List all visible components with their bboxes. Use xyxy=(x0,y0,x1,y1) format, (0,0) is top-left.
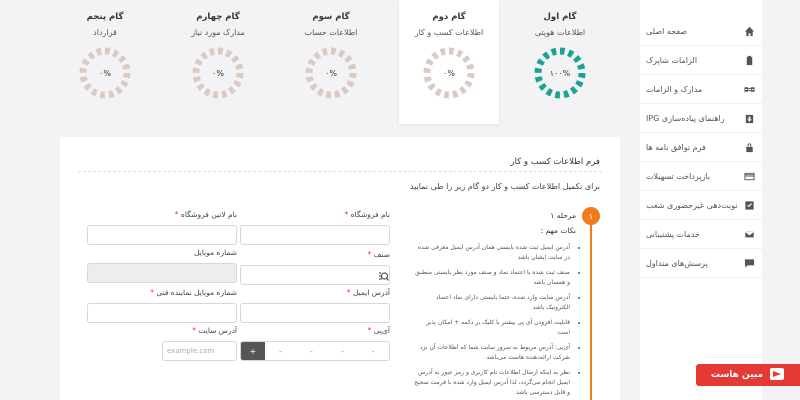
store-name-field xyxy=(240,210,390,245)
download-icon xyxy=(743,112,755,124)
step-subtitle: قرارداد xyxy=(93,28,117,37)
step-subtitle: اطلاعات کسب و کار xyxy=(414,28,484,37)
sidebar-item-documents[interactable] xyxy=(640,75,762,104)
step-4[interactable] xyxy=(168,0,268,120)
store-latin-name-field xyxy=(87,210,237,245)
category-input[interactable] xyxy=(240,265,390,285)
label-text: شماره موبایل نماینده فنی xyxy=(156,288,237,297)
form-intro: برای تکمیل اطلاعات کسب و کار دو گام زیر را طی نمایید xyxy=(409,182,600,191)
sidebar-item-home[interactable] xyxy=(640,17,762,46)
ip-segment[interactable]: - xyxy=(372,346,375,356)
sidebar-item-label: صفحه اصلی xyxy=(646,26,688,36)
label-text: نام لاتین فروشگاه xyxy=(180,210,237,219)
step-percent: ۰% xyxy=(325,69,337,78)
lock-icon xyxy=(743,141,755,153)
store-latin-name-input[interactable] xyxy=(87,225,237,245)
card-icon xyxy=(743,170,755,182)
brand-name: مبین هاست xyxy=(710,370,764,380)
note-item: • صنف ثبت شده با اعتماد نماد و صنف مورد نظر بایستی منطبق و همسان باشد xyxy=(412,268,570,288)
site-url-label xyxy=(162,326,237,335)
notes-title: نکات مهم : xyxy=(540,226,576,235)
step-title: گام سوم xyxy=(312,12,350,22)
store-name-label xyxy=(240,210,390,219)
rep-mobile-input[interactable] xyxy=(87,303,237,323)
store-name-input[interactable] xyxy=(240,225,390,245)
home-icon xyxy=(743,25,755,37)
ip-segment[interactable]: - xyxy=(310,346,313,356)
rep-mobile-field xyxy=(87,288,237,323)
ip-segment[interactable]: - xyxy=(279,346,282,356)
step-1[interactable] xyxy=(510,0,610,120)
site-url-field xyxy=(162,326,237,361)
mail-icon xyxy=(743,228,755,240)
notes-panel xyxy=(412,209,592,400)
label-text: صنف xyxy=(373,250,390,259)
sidebar-item-label: پرسش‌های متداول xyxy=(646,258,708,268)
ip-input-group xyxy=(240,341,390,361)
step-subtitle: اطلاعات هویتی xyxy=(534,28,586,37)
label-text: آی‌پی xyxy=(373,326,390,335)
step-3[interactable] xyxy=(281,0,381,120)
clipboard-icon xyxy=(743,54,755,66)
sidebar-item-label: راهنمای پیاده‌سازی IPG xyxy=(646,113,725,123)
sidebar-item-ipg-guide[interactable] xyxy=(640,104,762,133)
label-text: آدرس ایمیل xyxy=(352,288,390,297)
sidebar-item-label: الزامات شاپرک xyxy=(646,55,698,65)
step-5[interactable] xyxy=(55,0,155,120)
chat-icon xyxy=(743,257,755,269)
add-ip-button[interactable]: + xyxy=(241,342,265,360)
step-percent: ۱۰۰% xyxy=(549,69,571,78)
site-url-input[interactable] xyxy=(162,341,237,361)
email-label xyxy=(240,288,390,297)
sidebar-item-support[interactable] xyxy=(640,220,762,249)
note-item: • قابلیت افزودن آی پی بیشتر با کلیک بر دکمه + امکان پذیر است xyxy=(412,318,570,338)
check-icon xyxy=(743,199,755,211)
mobile-field xyxy=(87,248,237,283)
sidebar xyxy=(640,0,762,400)
category-label xyxy=(240,250,390,259)
notes-list xyxy=(412,243,570,398)
divider xyxy=(78,171,602,172)
sidebar-item-agreement-forms[interactable] xyxy=(640,133,762,162)
email-input[interactable] xyxy=(240,303,390,323)
site-url-placeholder: example.com xyxy=(167,347,215,355)
ip-segment[interactable]: - xyxy=(341,346,344,356)
ip-label xyxy=(240,326,390,335)
sidebar-item-shaparak[interactable] xyxy=(640,46,762,75)
note-item: • آدرس ایمیل ثبت شده بایستی همان آدرس ایمیل معرفی شده در سایت ایشان باشد xyxy=(412,243,570,263)
sidebar-item-branch-booking[interactable] xyxy=(640,191,762,220)
sidebar-item-label: بازپرداخت تسهیلات xyxy=(646,171,711,181)
step-percent: ۰% xyxy=(443,69,455,78)
step-2[interactable] xyxy=(399,0,499,124)
progress-ring xyxy=(188,43,248,103)
progress-ring xyxy=(75,43,135,103)
sidebar-item-label: فرم توافق نامه ها xyxy=(646,142,706,152)
step-percent: ۰% xyxy=(99,69,111,78)
stage-marker: ۱ xyxy=(582,207,600,225)
step-title: گام چهارم xyxy=(196,12,240,22)
progress-ring xyxy=(419,43,479,103)
step-title: گام اول xyxy=(543,12,577,22)
note-item: • نظر به اینکه ارسال اطلاعات نام کاربری و رمز عبور به آدرس ایمیل انجام می‌گردد، لذا آدرس ایمیل وارد شده با فرمت صحیح و قابل دسترسی باشد xyxy=(412,368,570,398)
required-mark: * xyxy=(344,210,349,219)
sidebar-item-label: مدارک و الزامات xyxy=(646,84,703,94)
steps-progress xyxy=(55,0,615,125)
required-mark: * xyxy=(150,288,154,297)
sidebar-item-label: نوبت‌دهی غیرحضوری شعب xyxy=(646,200,738,210)
label-text: نام فروشگاه xyxy=(350,210,390,219)
sidebar-item-loan-repayment[interactable] xyxy=(640,162,762,191)
step-title: گام دوم xyxy=(432,12,466,22)
sidebar-item-faq[interactable] xyxy=(640,249,762,278)
mobile-label xyxy=(87,248,237,257)
category-field xyxy=(240,250,390,285)
sidebar-item-label: خدمات پشتیبانی xyxy=(646,229,700,239)
email-field xyxy=(240,288,390,323)
required-mark: * xyxy=(174,210,179,219)
logo-icon xyxy=(769,367,785,384)
business-info-card xyxy=(60,137,620,400)
search-icon[interactable] xyxy=(378,266,389,285)
brand-badge[interactable] xyxy=(696,364,800,386)
required-mark: * xyxy=(346,288,351,297)
form-title: فرم اطلاعات کسب و کار xyxy=(510,157,600,167)
progress-ring xyxy=(301,43,361,103)
required-mark: * xyxy=(192,326,196,335)
required-mark: * xyxy=(367,250,372,259)
progress-ring xyxy=(530,43,590,103)
note-item: • آی‌پی: آدرس مربوط به سرور سایت شما که اطلاعات آن نزد شرکت ارائه‌دهنده هاست می‌باشد xyxy=(412,343,570,363)
label-text: آدرس سایت xyxy=(198,326,237,335)
step-title: گام پنجم xyxy=(86,12,124,22)
required-mark: * xyxy=(367,326,372,335)
store-latin-name-label xyxy=(87,210,237,219)
label-text: شماره موبایل xyxy=(194,248,237,257)
step-percent: ۰% xyxy=(212,69,224,78)
rep-mobile-label xyxy=(87,288,237,297)
step-subtitle: مدارک مورد نیاز xyxy=(191,28,245,37)
ip-field xyxy=(240,326,390,361)
link-icon xyxy=(743,83,755,95)
stage-label: مرحله ۱ xyxy=(550,211,576,220)
step-subtitle: اطلاعات حساب xyxy=(304,28,358,37)
mobile-input xyxy=(87,263,237,283)
note-item: • آدرس سایت وارد شده، حتما بایستی دارای نماد اعتماد الکترونیک باشد xyxy=(412,293,570,313)
